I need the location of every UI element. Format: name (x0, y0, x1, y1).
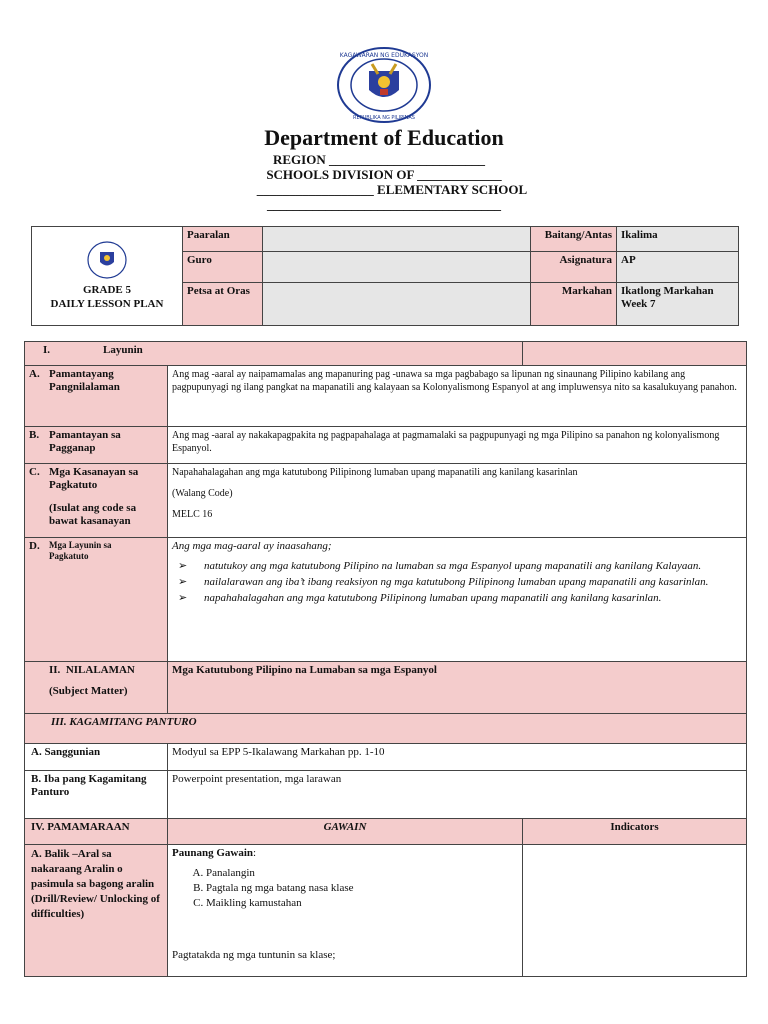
content-standard-label (25, 366, 168, 427)
section-objectives-row (25, 342, 747, 366)
performance-standard-label (25, 427, 168, 464)
item-label: Pamantayang Pangnilalaman (49, 368, 120, 393)
review-indicators-cell (523, 845, 747, 977)
section-number: I. (43, 344, 51, 356)
review-activity-cell: Paunang Gawain: A. Panalangin B. Pagtala ng mga batang nasa klase C. Maikling kamustahan Pagtatakda ng mga tuntunin sa klase; (168, 845, 523, 977)
materials-heading-row (25, 714, 747, 744)
other-materials-row (25, 771, 747, 819)
performance-standard-row (25, 427, 747, 464)
item-letter: A. (29, 368, 40, 380)
date-label: Petsa at Oras (183, 283, 263, 326)
learning-objectives-row (25, 538, 747, 662)
references-label: A. Sanggunian (25, 744, 168, 771)
region-line: REGION ________________________ (273, 152, 485, 167)
school-field[interactable] (263, 227, 531, 252)
info-table (31, 226, 739, 326)
document-header (0, 124, 768, 212)
activity-closing: Pagtatakda ng mga tuntunin sa klase; (172, 949, 336, 961)
deped-seal (336, 46, 432, 124)
objective-item: ➢ nailalarawan ang iba’t ibang reaksiyon ng mga katutubong Pilipinong lumaban upang mapanatili ang kasarinlan. (196, 575, 742, 589)
lesson-table (24, 341, 747, 977)
school-line: __________________ ELEMENTARY SCHOOL (256, 182, 528, 197)
other-materials-text: Powerpoint presentation, mga larawan (168, 771, 747, 819)
gawain-heading: GAWAIN (168, 819, 523, 845)
objective-item: ➢ napahahalagahan ang mga katutubong Pilipinong lumaban upang mapanatili ang kanilang kasarinlan. (196, 591, 742, 605)
seal-top-text: KAGAWARAN NG EDUKASYON (339, 52, 429, 59)
objective-item: ➢ natutukoy ang mga katutubong Pilipino na lumaban sa mga Espanyol upang mapanatili ang kanilang Kalayaan. (196, 559, 742, 573)
other-materials-label: B. Iba pang Kagamitang Panturo (25, 771, 168, 819)
section-objectives-empty (523, 342, 747, 366)
blank-line: ____________________________________ (267, 197, 501, 212)
references-text: Modyul sa EPP 5-Ikalawang Markahan pp. 1-10 (168, 744, 747, 771)
review-label: A. Balik –Aral sa nakaraang Aralin o pasimula sa bagong aralin (Drill/Review/ Unlocking of difficulties) (25, 845, 168, 977)
activity-list (172, 866, 518, 911)
date-field[interactable] (263, 283, 531, 326)
performance-standard-text: Ang mag -aaral ay nakakapagpakita ng pagpapahalaga at pagmamalaki sa pagpupunyagi ng mga Pilipino sa panahon ng kolonyalismong Espanyol. (168, 427, 747, 464)
teacher-field[interactable] (263, 252, 531, 283)
section-sublabel: (Subject Matter) (49, 685, 128, 697)
item-label: Mga Layunin sa Pagkatuto (49, 540, 112, 561)
seal-bottom-text: REPUBLIKA NG PILIPINAS (353, 115, 415, 121)
subject-matter-label (25, 662, 168, 714)
grade-level-value: Ikalima (617, 227, 739, 252)
procedure-heading-row (25, 819, 747, 845)
competencies-row (25, 464, 747, 538)
references-row (25, 744, 747, 771)
section-number: II. (49, 664, 61, 676)
grade-level-label: Baitang/Antas (531, 227, 617, 252)
school-label: Paaralan (183, 227, 263, 252)
competencies-sublabel: (Isulat ang code sa bawat kasanayan (49, 502, 137, 527)
item-letter: D. (29, 540, 40, 552)
learning-objectives-cell (168, 538, 747, 662)
quarter-value: Ikatlong Markahan Week 7 (617, 283, 739, 326)
info-logo-cell (32, 227, 183, 326)
objectives-intro: Ang mga mag-aaral ay inaasahang; (172, 540, 332, 552)
objectives-list (172, 559, 742, 605)
item-letter: B. (29, 429, 40, 441)
section-title: Layunin (103, 344, 143, 356)
plan-title: DAILY LESSON PLAN (50, 298, 164, 310)
competency-text: Napahahalagahan ang mga katutubong Pilipinong lumaban upang mapanatili ang kanilang kasarinlan (172, 467, 578, 478)
subject-matter-row (25, 662, 747, 714)
materials-heading: III. KAGAMITANG PANTURO (25, 714, 747, 744)
indicators-heading: Indicators (523, 819, 747, 845)
subject-value: AP (617, 252, 739, 283)
activity-item: A. Panalangin (206, 866, 518, 881)
competencies-cell (168, 464, 747, 538)
division-line: SCHOOLS DIVISION OF _____________ (266, 167, 502, 182)
section-objectives-heading (25, 342, 523, 366)
procedure-heading: IV. PAMAMARAAN (25, 819, 168, 845)
subject-matter-text: Mga Katutubong Pilipino na Lumaban sa mga Espanyol (168, 662, 747, 714)
review-row (25, 845, 747, 977)
grade-title: GRADE 5 (83, 284, 131, 296)
activity-title: Paunang Gawain (172, 847, 253, 859)
page-title: Department of Education (264, 125, 504, 150)
activity-item: C. Maikling kamustahan (206, 896, 518, 911)
quarter-label: Markahan (531, 283, 617, 326)
activity-item: B. Pagtala ng mga batang nasa klase (206, 881, 518, 896)
teacher-label: Guro (183, 252, 263, 283)
content-standard-text: Ang mag -aaral ay naipamamalas ang mapanuring pag -unawa sa mga pagbabago sa lipunan ng sinaunang Pilipino kabilang ang pagpupunyagi ng ilang pangkat na mapanatili ang kalayaan sa Kolonyalismong Espanyol at ang impluwensya nito sa kasalukuyang panahon. (168, 366, 747, 427)
section-title: NILALAMAN (65, 664, 135, 676)
item-letter: C. (29, 466, 40, 478)
item-label: Pamantayan sa Pagganap (49, 429, 121, 454)
competency-code: (Walang Code) (172, 488, 233, 499)
subject-label: Asignatura (531, 252, 617, 283)
deped-small-seal (87, 241, 127, 279)
item-label: Mga Kasanayan sa Pagkatuto (49, 466, 139, 491)
competencies-label (25, 464, 168, 538)
learning-objectives-label (25, 538, 168, 662)
content-standard-row (25, 366, 747, 427)
competency-melc: MELC 16 (172, 509, 213, 520)
